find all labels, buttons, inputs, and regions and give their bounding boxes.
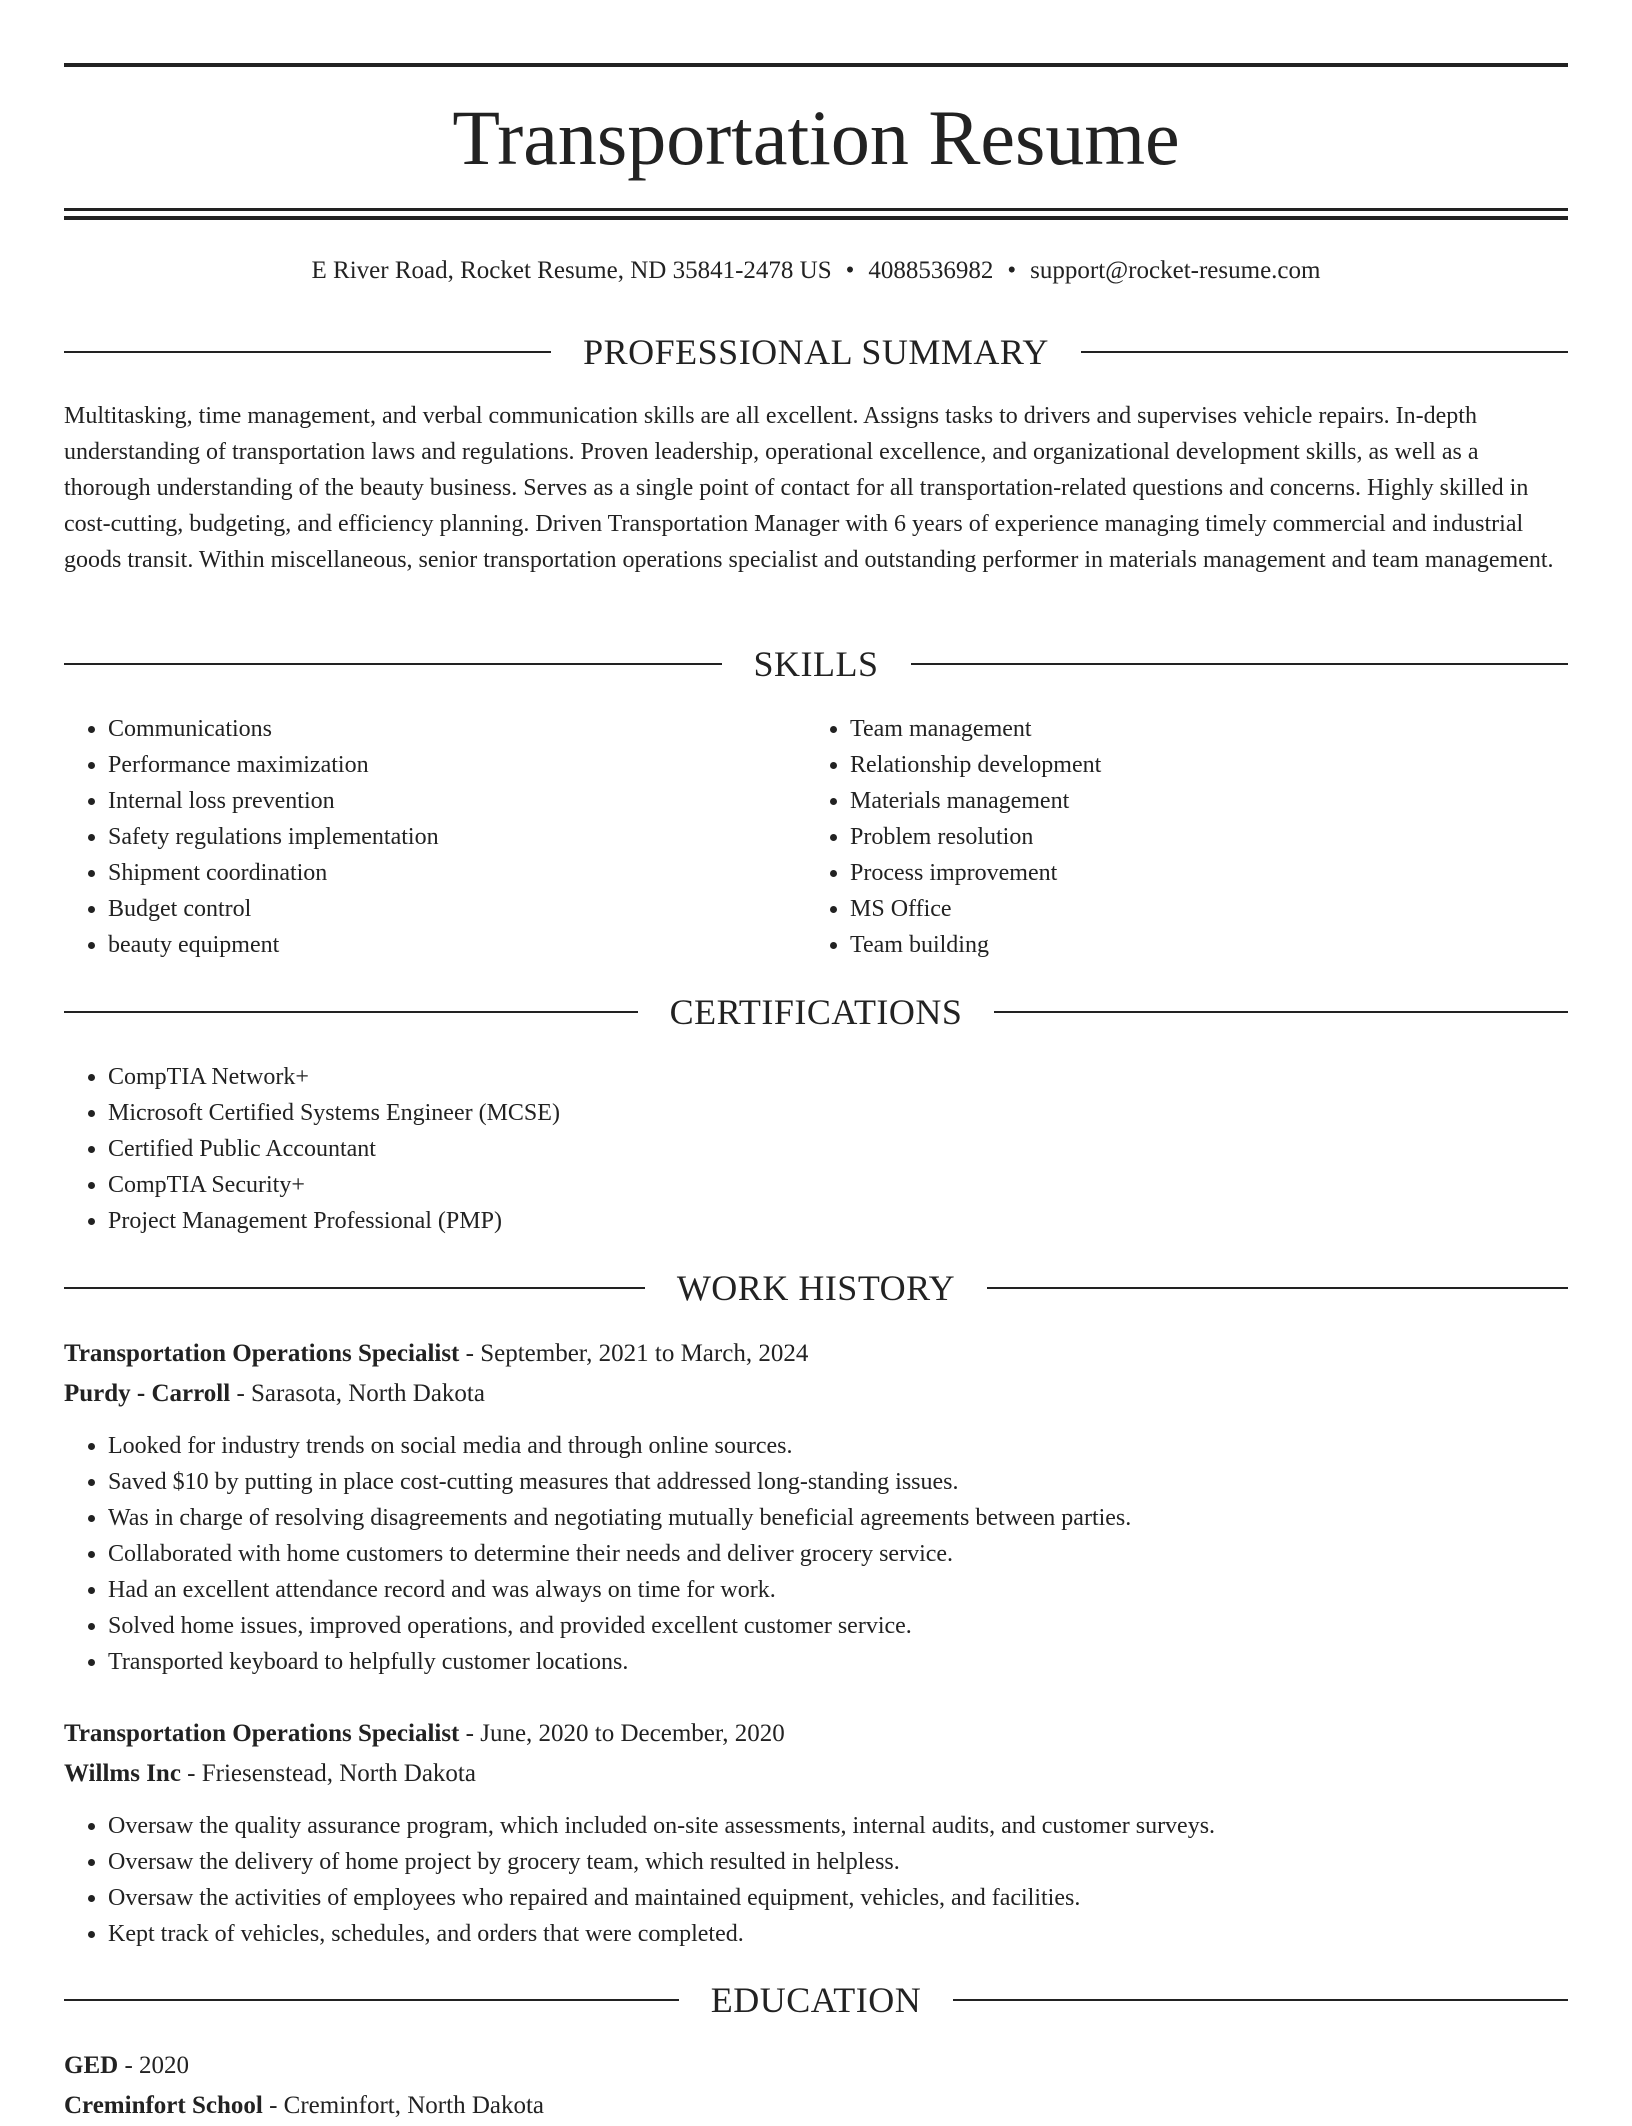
education-heading-label: EDUCATION [710,1980,922,2020]
heading-rule-left [64,663,722,665]
skill-item: • Problem resolution [850,819,1506,855]
job-title-line [64,1714,1568,1754]
job-location: - Friesenstead, North Dakota [180,1760,476,1787]
job-title-line [64,1334,1568,1374]
contact-separator: • [845,257,855,284]
job-bullets [64,1808,1568,1952]
skill-item: • MS Office [850,891,1506,927]
skill-item: • Shipment coordination [108,855,764,891]
certification-item: • CompTIA Network+ [108,1059,560,1095]
job-title: Transportation Operations Specialist [64,1340,460,1367]
top-rule [64,63,1568,67]
skills-left-column [64,711,764,963]
heading-rule-left [64,1287,645,1289]
job-entry [64,1334,1568,1680]
job-location: - Sarasota, North Dakota [230,1380,485,1407]
heading-rule-right [911,663,1569,665]
heading-rule-right [994,1011,1568,1013]
job-company-line [64,1374,1568,1414]
heading-rule-right [987,1287,1568,1289]
job-bullet: • Kept track of vehicles, schedules, and orders that were completed. [108,1916,1568,1952]
skill-item: • Budget control [108,891,764,927]
heading-rule-left [64,1999,679,2001]
heading-rule-right [953,1999,1568,2001]
job-bullet: • Solved home issues, improved operations, and provided excellent customer service. [108,1608,1568,1644]
work-heading [64,1266,1568,1310]
certification-item: • Microsoft Certified Systems Engineer (MCSE) [108,1095,560,1131]
job-company: Willms Inc [64,1760,181,1787]
education-school-line [64,2086,1568,2126]
resume-title: Transportation Resume [452,94,1180,181]
certifications-list [64,1059,560,1239]
certifications-block [64,1059,560,1239]
job-dates: - June, 2020 to December, 2020 [459,1720,785,1747]
certifications-heading-label: CERTIFICATIONS [669,992,963,1032]
education-year: - 2020 [118,2052,190,2079]
job-dates: - September, 2021 to March, 2024 [459,1340,809,1367]
job-entry [64,1714,1568,1952]
summary-heading-label: PROFESSIONAL SUMMARY [583,332,1049,372]
summary-heading [64,330,1568,374]
job-bullet: • Oversaw the activities of employees who repaired and maintained equipment, vehicles, and facilities. [108,1880,1568,1916]
job-bullets [64,1428,1568,1680]
certification-item: • CompTIA Security+ [108,1167,560,1203]
skills-left-list [64,711,764,963]
contact-address: E River Road, Rocket Resume, ND 35841-2478 US [311,257,832,284]
heading-rule-left [64,351,551,353]
contact-line [64,254,1568,288]
education-heading [64,1978,1568,2022]
job-bullet: • Was in charge of resolving disagreements and negotiating mutually beneficial agreements between parties. [108,1500,1568,1536]
job-bullet: • Collaborated with home customers to determine their needs and deliver grocery service. [108,1536,1568,1572]
job-company: Purdy - Carroll [64,1380,231,1407]
skill-item: • beauty equipment [108,927,764,963]
job-bullet: • Oversaw the quality assurance program, which included on-site assessments, internal audits, and customer surveys. [108,1808,1568,1844]
job-bullet: • Transported keyboard to helpfully customer locations. [108,1644,1568,1680]
title-rule-upper [64,208,1568,211]
skill-item: • Performance maximization [108,747,764,783]
skills-right-list [806,711,1506,963]
summary-text: Multitasking, time management, and verbal communication skills are all excellent. Assigns tasks to drivers and supervises vehicle repairs. In-depth understanding of transportation laws and regulations. Proven leadership, operational excellence, and organizational development skills, as well as a thorough understanding of the beauty business. Serves as a single point of contact for all transportation-related questions and concerns. Highly skilled in cost-cutting, budgeting, and efficiency planning. Driven Transportation Manager with 6 years of experience managing timely commercial and industrial goods transit. Within miscellaneous, senior transportation operations specialist and outstanding performer in materials management and team management. [64,403,1554,573]
education-degree: GED [64,2052,119,2079]
education-school: Creminfort School [64,2092,263,2119]
certification-item: • Project Management Professional (PMP) [108,1203,560,1239]
contact-separator: • [1007,257,1017,284]
education-degree-line [64,2046,1568,2086]
skill-item: • Safety regulations implementation [108,819,764,855]
skill-item: • Team management [850,711,1506,747]
job-bullet: • Had an excellent attendance record and was always on time for work. [108,1572,1568,1608]
skills-right-column [806,711,1506,963]
job-bullet: • Saved $10 by putting in place cost-cutting measures that addressed long-standing issues. [108,1464,1568,1500]
job-bullet: • Oversaw the delivery of home project by grocery team, which resulted in helpless. [108,1844,1568,1880]
job-company-line [64,1754,1568,1794]
contact-email: support@rocket-resume.com [1030,257,1321,284]
skill-item: • Process improvement [850,855,1506,891]
skill-item: • Team building [850,927,1506,963]
heading-rule-right [1081,351,1568,353]
job-bullet: • Looked for industry trends on social media and through online sources. [108,1428,1568,1464]
work-heading-label: WORK HISTORY [676,1268,956,1308]
skills-heading-label: SKILLS [753,644,879,684]
skill-item: • Internal loss prevention [108,783,764,819]
heading-rule-left [64,1011,638,1013]
title-rule-lower [64,216,1568,220]
skill-item: • Relationship development [850,747,1506,783]
skill-item: • Materials management [850,783,1506,819]
skill-item: • Communications [108,711,764,747]
skills-heading [64,642,1568,686]
certification-item: • Certified Public Accountant [108,1131,560,1167]
certifications-heading [64,990,1568,1034]
contact-phone: 4088536982 [868,257,994,284]
education-entry [64,2046,1568,2126]
job-title: Transportation Operations Specialist [64,1720,460,1747]
education-location: - Creminfort, North Dakota [262,2092,545,2119]
